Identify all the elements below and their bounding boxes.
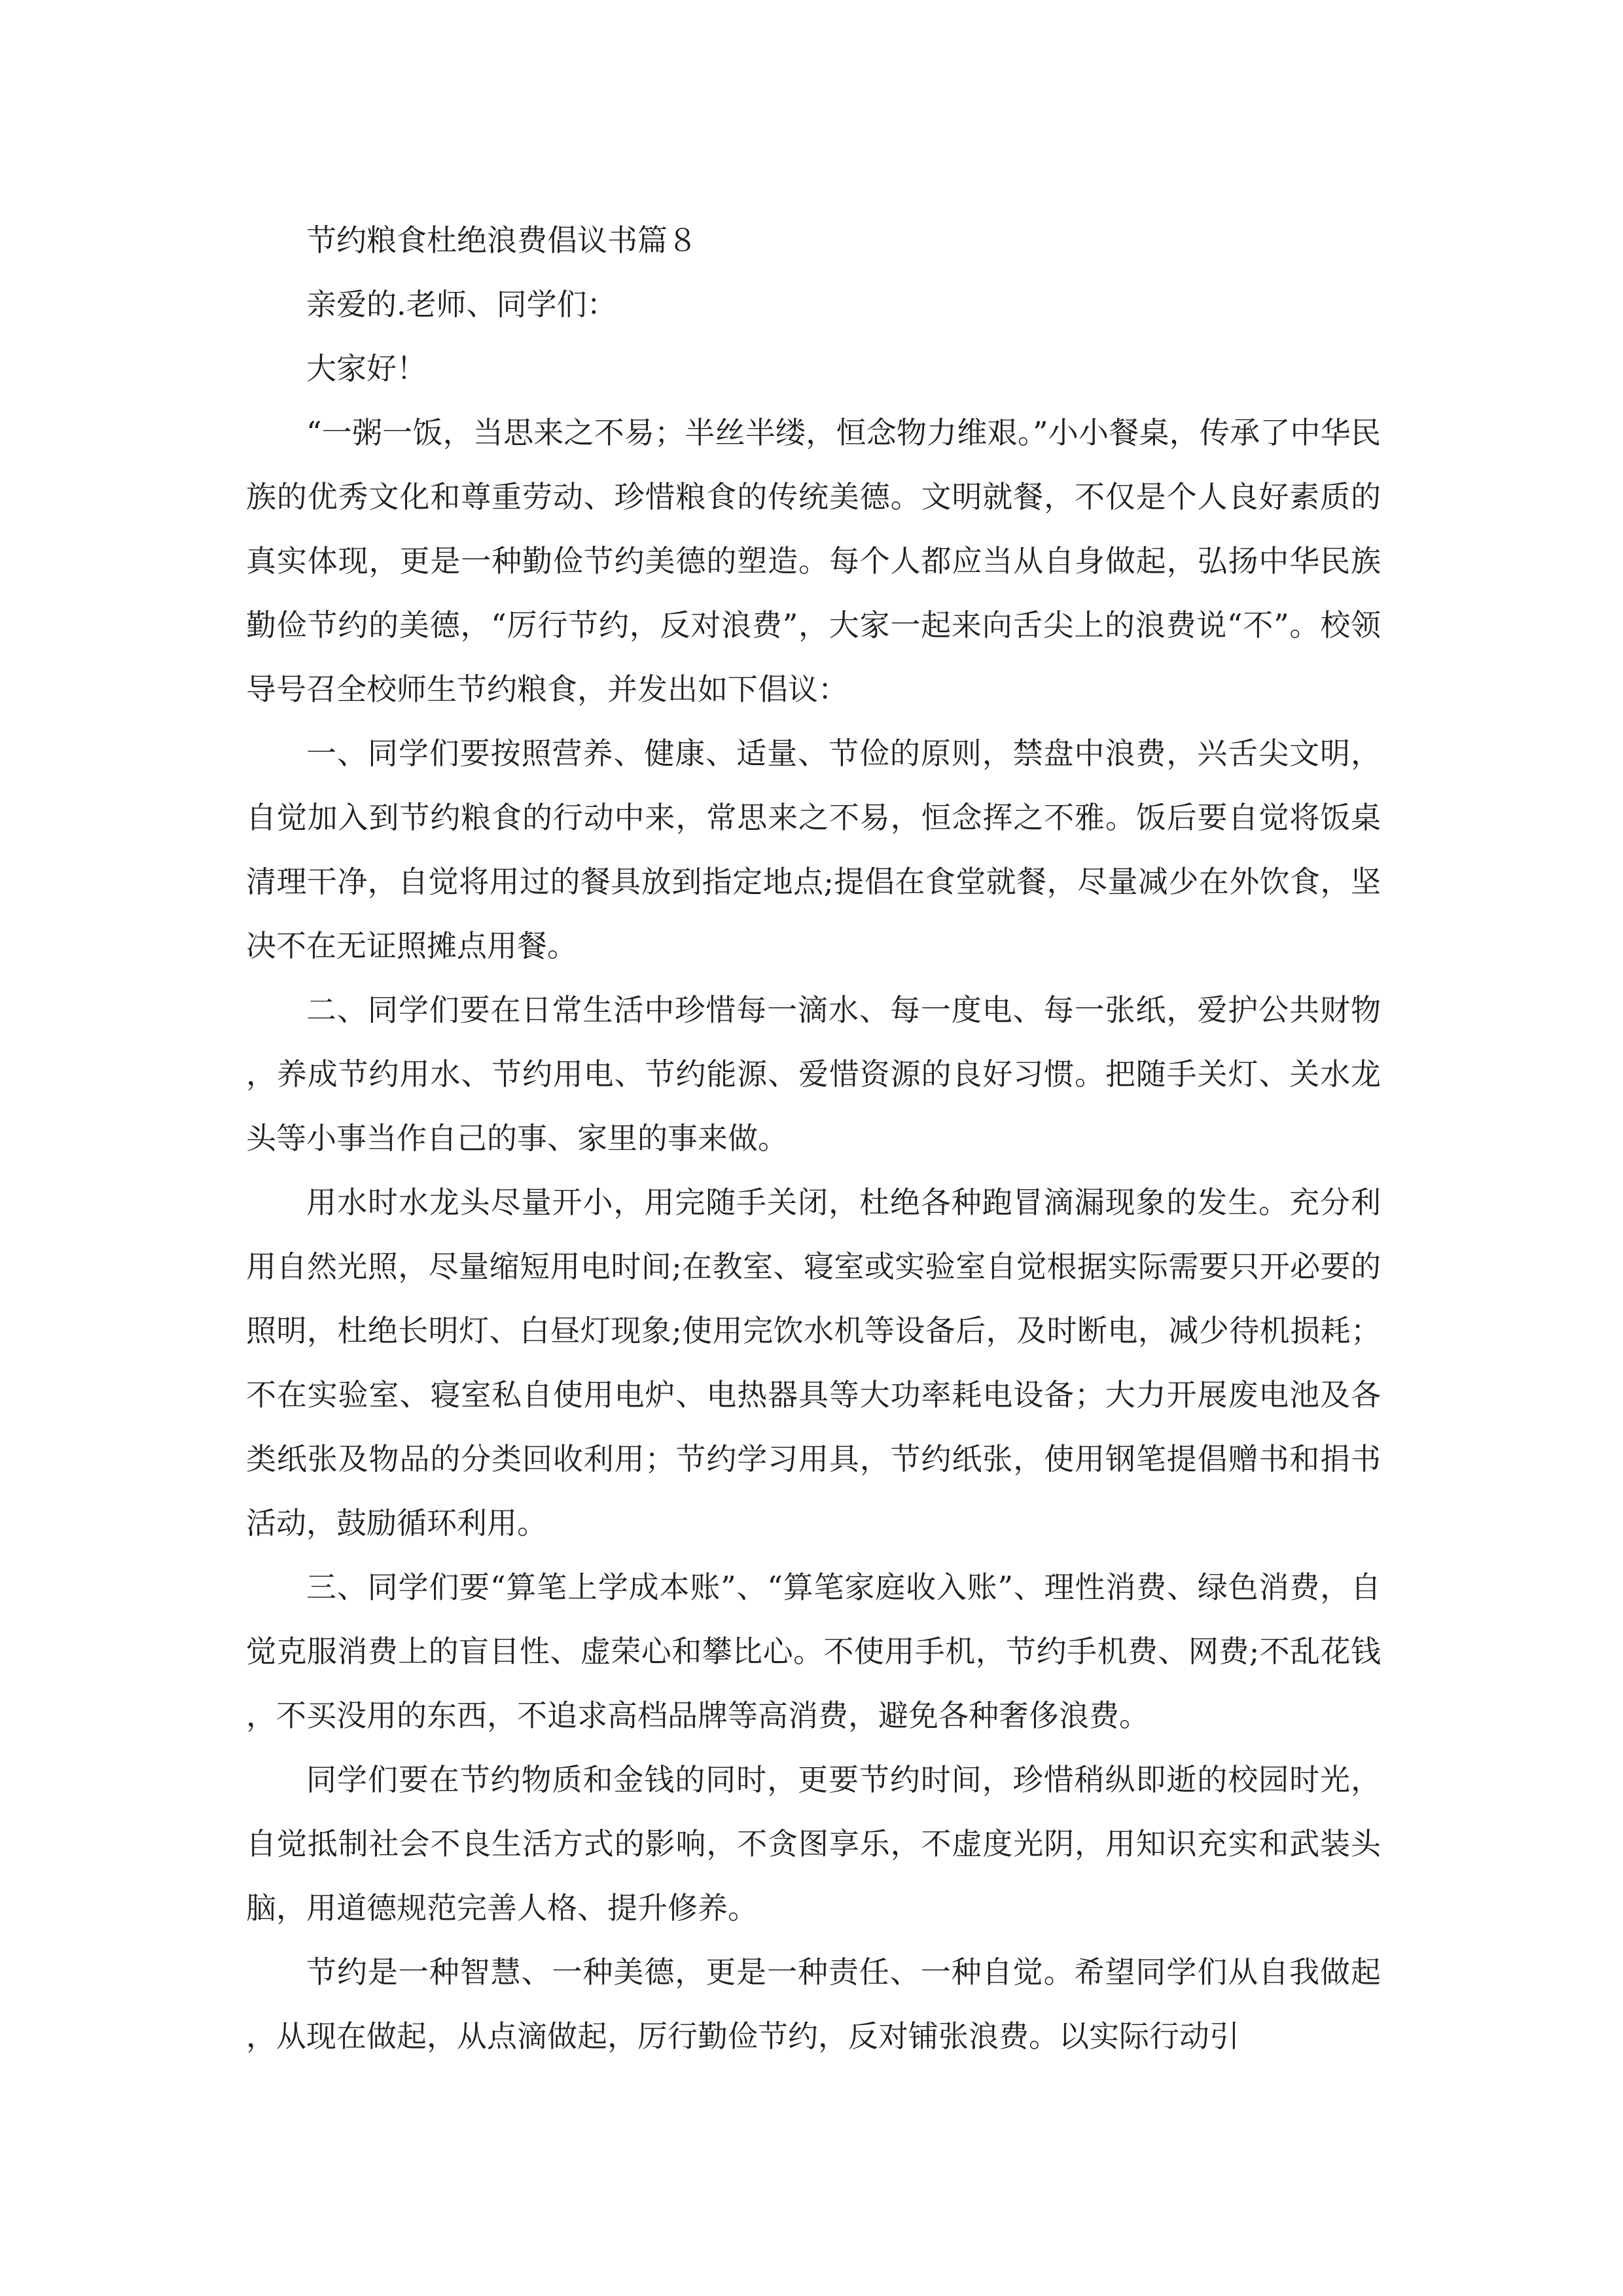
paragraph-proposal-two: 二、同学们要在日常生活中珍惜每一滴水、每一度电、每一张纸，爱护公共财物，养成节约用水、节约用电、节约能源、爱惜资源的良好习惯。把随手关灯、关水龙头等小事当作自己的事、家里的事来做。 xyxy=(246,992,1381,1156)
paragraph-save-time: 同学们要在节约物质和金钱的同时，更要节约时间，珍惜稍纵即逝的校园时光，自觉抵制社会不良生活方式的影响，不贪图享乐，不虚度光阴，用知识充实和武装头脑，用道德规范完善人格、提升修养。 xyxy=(246,1762,1381,1926)
paragraph-proposal-one: 一、同学们要按照营养、健康、适量、节俭的原则，禁盘中浪费，兴舌尖文明，自觉加入到节约粮食的行动中来，常思来之不易，恒念挥之不雅。饭后要自觉将饭桌清理干净，自觉将用过的餐具放到指定地点;提倡在食堂就餐，尽量减少在外饮食，坚决不在无证照摊点用餐。 xyxy=(246,736,1381,963)
paragraph-conclusion: 节约是一种智慧、一种美德，更是一种责任、一种自觉。希望同学们从自我做起，从现在做起，从点滴做起，厉行勤俭节约，反对铺张浪费。以实际行动引 xyxy=(246,1954,1381,2054)
document-title: 节约粮食杜绝浪费倡议书篇８ xyxy=(306,223,698,258)
paragraph-proposal-three: 三、同学们要“算笔上学成本账”、“算笔家庭收入账”、理性消费、绿色消费，自觉克服消费上的盲目性、虚荣心和攀比心。不使用手机，节约手机费、网费;不乱花钱，不买没用的东西，不追求高档品牌等高消费，避免各种奢侈浪费。 xyxy=(246,1570,1381,1733)
paragraph-water-electricity: 用水时水龙头尽量开小，用完随手关闭，杜绝各种跑冒滴漏现象的发生。充分利用自然光照，尽量缩短用电时间;在教室、寝室或实验室自觉根据实际需要只开必要的照明，杜绝长明灯、白昼灯现象;使用完饮水机等设备后，及时断电，减少待机损耗；不在实验室、寝室私自使用电炉、电热器具等大功率耗电设备；大力开展废电池及各类纸张及物品的分类回收利用；节约学习用具，节约纸张，使用钢笔提倡赠书和捐书活动，鼓励循环利用。 xyxy=(246,1185,1381,1541)
greeting: 大家好！ xyxy=(306,351,427,386)
paragraph-intro: “一粥一饭，当思来之不易；半丝半缕，恒念物力维艰。”小小餐桌，传承了中华民族的优秀文化和尊重劳动、珍惜粮食的传统美德。文明就餐，不仅是个人良好素质的真实体现，更是一种勤俭节约美德的塑造。每个人都应当从自身做起，弘扬中华民族勤俭节约的美德，“厉行节约，反对浪费”，大家一起来向舌尖上的浪费说“不”。校领导号召全校师生节约粮食，并发出如下倡议： xyxy=(246,415,1381,707)
salutation: 亲爱的.老师、同学们： xyxy=(306,287,617,322)
document-body xyxy=(246,208,1381,2068)
